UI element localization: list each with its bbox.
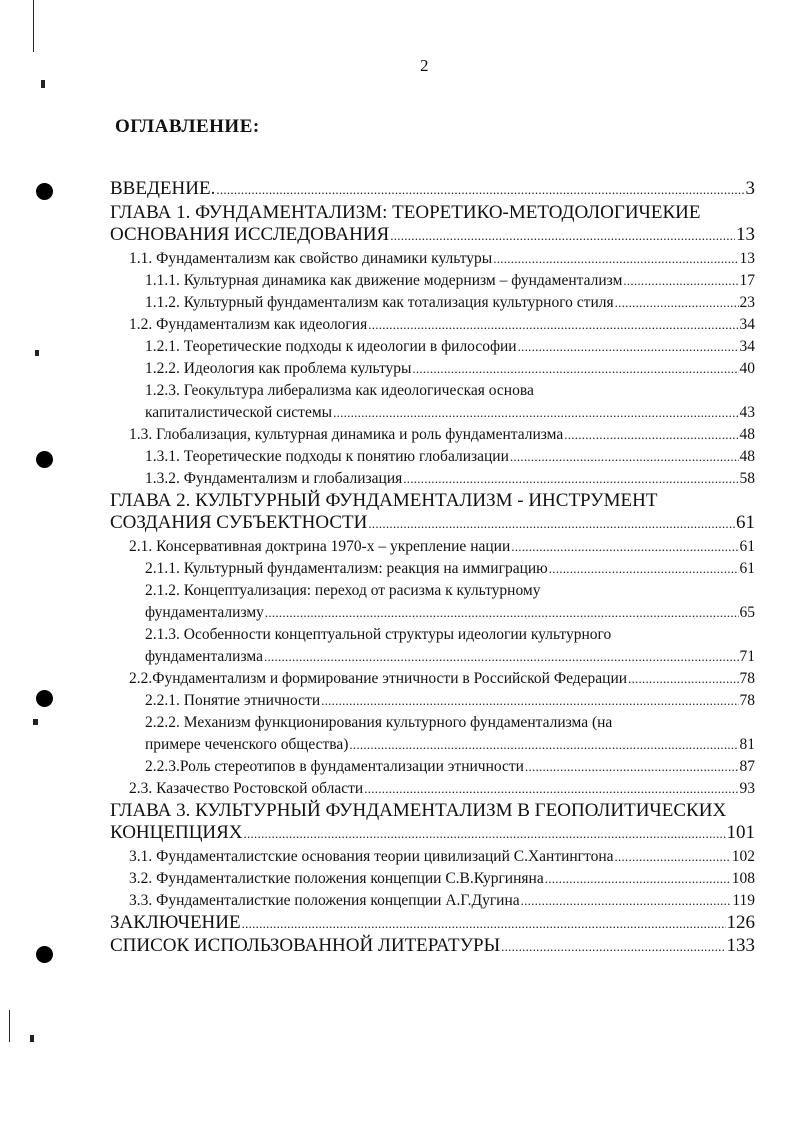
toc-entry-page: 78	[739, 691, 755, 709]
toc-entry	[110, 935, 755, 959]
toc-entry-page: 34	[739, 315, 755, 333]
toc-entry-title: капиталистической системы	[145, 403, 333, 421]
toc-entry-title: 1.2.1. Теоретические подходы к идеологии в философии	[145, 337, 517, 355]
margin-line	[9, 1010, 10, 1042]
margin-speck	[30, 1035, 34, 1042]
toc-entry	[110, 778, 755, 800]
toc-entry-page: 81	[739, 735, 755, 753]
dot-leader	[265, 602, 739, 624]
toc-entry-title: примере чеченского общества)	[145, 735, 349, 753]
toc-entry-title: ОСНОВАНИЯ ИССЛЕДОВАНИЯ	[110, 224, 390, 245]
dot-leader	[321, 690, 738, 712]
dot-leader	[333, 402, 738, 424]
dot-leader	[521, 890, 732, 912]
page-title: ОГЛАВЛЕНИЕ:	[115, 116, 260, 137]
toc-entry-page: 102	[731, 847, 755, 865]
toc-entry-lead: 1.2.3. Геокультура либерализма как идеологическая основа	[145, 381, 534, 399]
toc-entry-page: 17	[739, 271, 755, 289]
toc-entry-lead: ГЛАВА 1. ФУНДАМЕНТАЛИЗМ: ТЕОРЕТИКО-МЕТОДОЛОГИЧЕКИЕ	[110, 201, 701, 223]
toc-entry	[110, 336, 755, 358]
punch-hole	[36, 183, 53, 200]
toc-entry-title: ВВЕДЕНИЕ.	[110, 178, 216, 199]
toc-entry-page: 3	[745, 178, 755, 199]
toc-entry	[110, 178, 755, 202]
toc-entry-title: СОЗДАНИЯ СУБЪЕКТНОСТИ	[110, 512, 368, 533]
toc-entry-page: 108	[731, 869, 755, 887]
dot-leader	[628, 668, 738, 690]
dot-leader	[368, 512, 735, 536]
toc-entry-page: 101	[726, 822, 755, 843]
dot-leader	[349, 734, 738, 756]
toc-entry	[110, 734, 755, 756]
toc-entry-page: 61	[739, 537, 755, 555]
toc-entry-title: 2.2.Фундаментализм и формирование этничности в Российской Федерации	[129, 669, 628, 687]
toc-entry-page: 87	[739, 757, 755, 775]
toc-entry-title: 2.2.1. Понятие этничности	[145, 691, 321, 709]
dot-leader	[364, 778, 738, 800]
toc-entry-page: 23	[739, 293, 755, 311]
toc-entry	[110, 602, 755, 624]
toc-entry	[110, 846, 755, 868]
toc-entry	[110, 446, 755, 468]
margin-speck	[35, 350, 39, 356]
dot-leader	[242, 912, 726, 936]
margin-speck	[41, 80, 45, 88]
toc-entry-page: 48	[739, 425, 755, 443]
toc-entry-page: 48	[739, 447, 755, 465]
toc-entry-title: 2.3. Казачество Ростовской области	[129, 779, 364, 797]
toc-entry-page: 58	[739, 469, 755, 487]
toc-entry-lead: 2.2.2. Механизм функционирования культурного фундаментализма (на	[145, 713, 613, 731]
toc-entry-title: 1.1.2. Культурный фундаментализм как тотализация культурного стиля	[145, 293, 614, 311]
dot-leader	[518, 336, 739, 358]
dot-leader	[216, 178, 744, 202]
dot-leader	[545, 868, 731, 890]
toc-entry-title: 1.2.2. Идеология как проблема культуры	[145, 359, 412, 377]
toc-entry-page: 13	[736, 224, 755, 245]
toc-entry-lead: 2.1.2. Концептуализация: переход от расизма к культурному	[145, 581, 541, 599]
toc-entry-page: 126	[726, 911, 755, 933]
toc-entry-lead: ГЛАВА 3. КУЛЬТУРНЫЙ ФУНДАМЕНТАЛИЗМ В ГЕОПОЛИТИЧЕСКИХ	[110, 799, 727, 821]
toc-entry-page: 40	[739, 359, 755, 377]
toc-entry-page: 71	[739, 647, 755, 665]
toc-entry-page: 93	[739, 779, 755, 797]
toc-entry-title: 2.2.3.Роль стереотипов в фундаментализации этничности	[145, 757, 524, 775]
toc-entry-page: 133	[726, 935, 755, 956]
toc-entry-title: 1.1. Фундаментализм как свойство динамики культуры	[129, 249, 493, 267]
toc-entry-title: фундаментализма	[145, 647, 263, 665]
punch-hole	[36, 451, 53, 468]
toc-entry-title: 1.1.1. Культурная динамика как движение модернизм – фундаментализм	[145, 271, 623, 289]
toc-entry	[110, 536, 755, 558]
toc-entry-page: 78	[739, 669, 755, 687]
toc-entry-title: 1.3.2. Фундаментализм и глобализация	[145, 469, 403, 487]
toc-entry	[110, 248, 755, 270]
toc-entry-title: 2.1.1. Культурный фундаментализм: реакция на иммиграцию	[145, 559, 548, 577]
toc-entry-title: 3.2. Фундаменталисткие положения концепции С.В.Кургиняна	[129, 869, 544, 887]
toc-entry-title: 1.3. Глобализация, культурная динамика и роль фундаментализма	[129, 425, 564, 443]
dot-leader	[493, 248, 738, 270]
dot-leader	[264, 646, 739, 668]
dot-leader	[511, 536, 738, 558]
toc-entry-lead: ГЛАВА 2. КУЛЬТУРНЫЙ ФУНДАМЕНТАЛИЗМ - ИНСТРУМЕНТ	[110, 489, 658, 511]
dot-leader	[510, 446, 739, 468]
toc-entry	[110, 668, 755, 690]
dot-leader	[564, 424, 738, 446]
dot-leader	[501, 935, 725, 959]
toc-entry-page: 119	[732, 891, 755, 909]
toc-entry	[110, 690, 755, 712]
toc-entry-page: 34	[739, 337, 755, 355]
toc-entry	[110, 822, 755, 846]
toc-entry	[110, 292, 755, 314]
page-number: 2	[420, 56, 429, 75]
toc-entry-title: КОНЦЕПЦИЯХ	[110, 822, 243, 843]
margin-line	[33, 0, 34, 52]
toc-entry	[110, 270, 755, 292]
toc-entry-title: 3.1. Фундаменталистские основания теории цивилизаций С.Хантингтона	[129, 847, 614, 865]
punch-hole	[36, 946, 53, 963]
toc-entry	[110, 224, 755, 248]
toc-entry	[110, 512, 755, 536]
dot-leader	[412, 358, 738, 380]
toc-entry	[110, 558, 755, 580]
table-of-contents	[110, 178, 755, 959]
dot-leader	[244, 822, 726, 846]
punch-hole	[36, 690, 53, 707]
toc-entry-page: 13	[739, 249, 755, 267]
toc-entry-title: 1.2. Фундаментализм как идеология	[129, 315, 368, 333]
dot-leader	[403, 468, 738, 490]
toc-entry-title: 2.1. Консервативная доктрина 1970-х – укрепление нации	[129, 537, 511, 555]
toc-entry	[110, 358, 755, 380]
toc-entry	[110, 912, 755, 936]
toc-entry	[110, 402, 755, 424]
toc-entry	[110, 868, 755, 890]
dot-leader	[615, 292, 739, 314]
toc-entry-page: 65	[739, 603, 755, 621]
toc-entry-title: 1.3.1. Теоретические подходы к понятию глобализации	[145, 447, 509, 465]
toc-entry	[110, 646, 755, 668]
toc-entry-title: фундаментализму	[145, 603, 264, 621]
toc-entry	[110, 756, 755, 778]
toc-entry	[110, 314, 755, 336]
toc-entry-page: 61	[739, 559, 755, 577]
dot-leader	[549, 558, 739, 580]
toc-entry-page: 61	[736, 512, 755, 533]
margin-speck	[33, 719, 38, 725]
dot-leader	[615, 846, 731, 868]
toc-entry-title: СПИСОК ИСПОЛЬЗОВАННОЙ ЛИТЕРАТУРЫ	[110, 935, 501, 956]
toc-entry	[110, 424, 755, 446]
toc-entry-title: ЗАКЛЮЧЕНИЕ	[110, 911, 241, 933]
toc-entry-page: 43	[739, 403, 755, 421]
toc-entry	[110, 468, 755, 490]
dot-leader	[390, 224, 735, 248]
toc-entry-title: 3.3. Фундаменталисткие положения концепции А.Г.Дугина	[129, 891, 520, 909]
toc-entry-lead: 2.1.3. Особенности концептуальной структуры идеологии культурного	[145, 625, 612, 643]
dot-leader	[525, 756, 739, 778]
dot-leader	[368, 314, 738, 336]
toc-entry	[110, 890, 755, 912]
dot-leader	[623, 270, 738, 292]
